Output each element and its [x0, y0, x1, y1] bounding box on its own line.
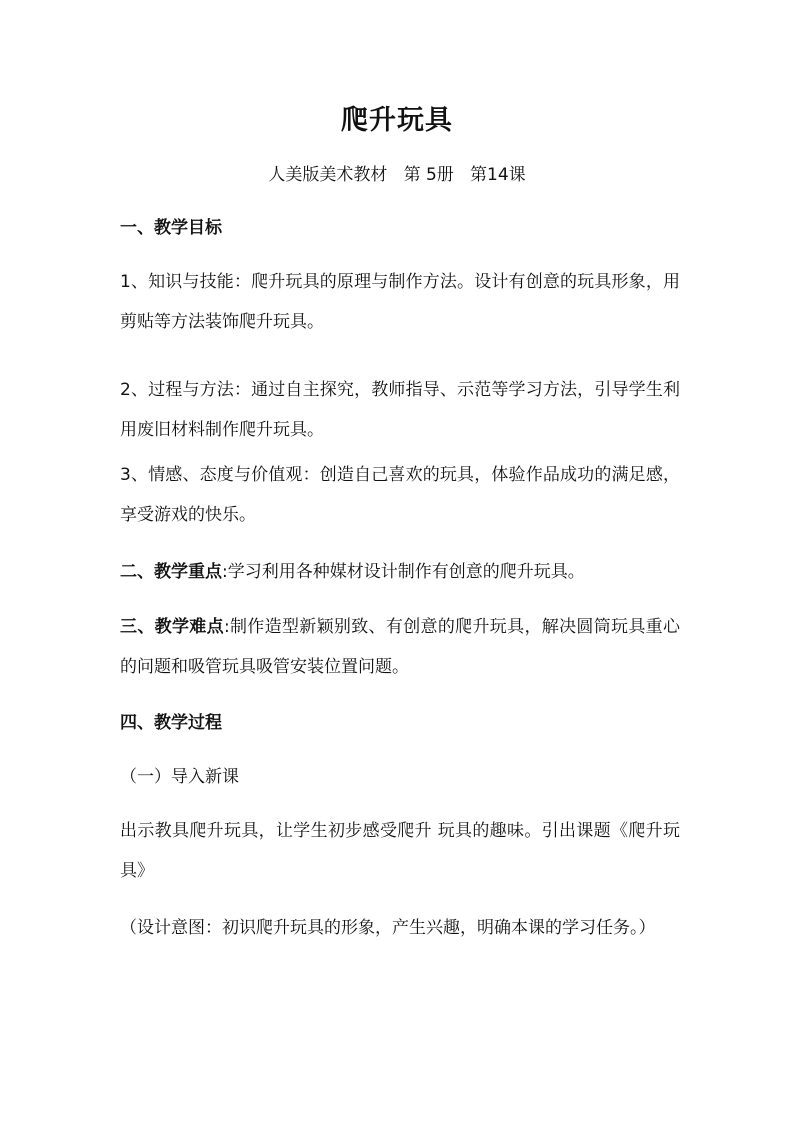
difficulties-text: :制作造型新颖别致、有创意的爬升玩具，解决圆筒玩具重心的问题和吸管玩具吸管安装位置问题。 — [120, 617, 681, 677]
key-points-text: :学习利用各种媒材设计制作有创意的爬升玩具。 — [222, 562, 585, 582]
document-title: 爬升玩具 — [341, 105, 453, 136]
section-heading-process: 四、教学过程 — [120, 713, 222, 733]
difficulties-heading: 三、教学难点 — [120, 617, 224, 637]
introduction-paragraph: 出示教具爬升玩具，让学生初步感受爬升 玩具的趣味。引出课题《爬升玩具》 — [120, 821, 680, 881]
subsection-introduction: （一）导入新课 — [120, 767, 239, 787]
objective-item-emotion: 3、情感、态度与价值观：创造自己喜欢的玩具，体验作品成功的满足感，享受游戏的快乐。 — [120, 465, 680, 525]
objective-item-knowledge: 1、知识与技能：爬升玩具的原理与制作方法。设计有创意的玩具形象，用剪贴等方法装饰爬升玩具。 — [120, 272, 680, 332]
design-intent-paragraph: （设计意图：初识爬升玩具的形象，产生兴趣，明确本课的学习任务。） — [120, 918, 656, 938]
section-key-points — [120, 552, 680, 592]
document-subtitle: 人美版美术教材 第 5册 第14课 — [268, 165, 526, 185]
key-points-heading: 二、教学重点 — [120, 562, 222, 582]
section-difficulties — [120, 607, 680, 687]
objective-item-process: 2、过程与方法：通过自主探究，教师指导、示范等学习方法，引导学生利用废旧材料制作爬升玩具。 — [120, 380, 680, 440]
section-heading-objectives: 一、教学目标 — [120, 218, 222, 238]
